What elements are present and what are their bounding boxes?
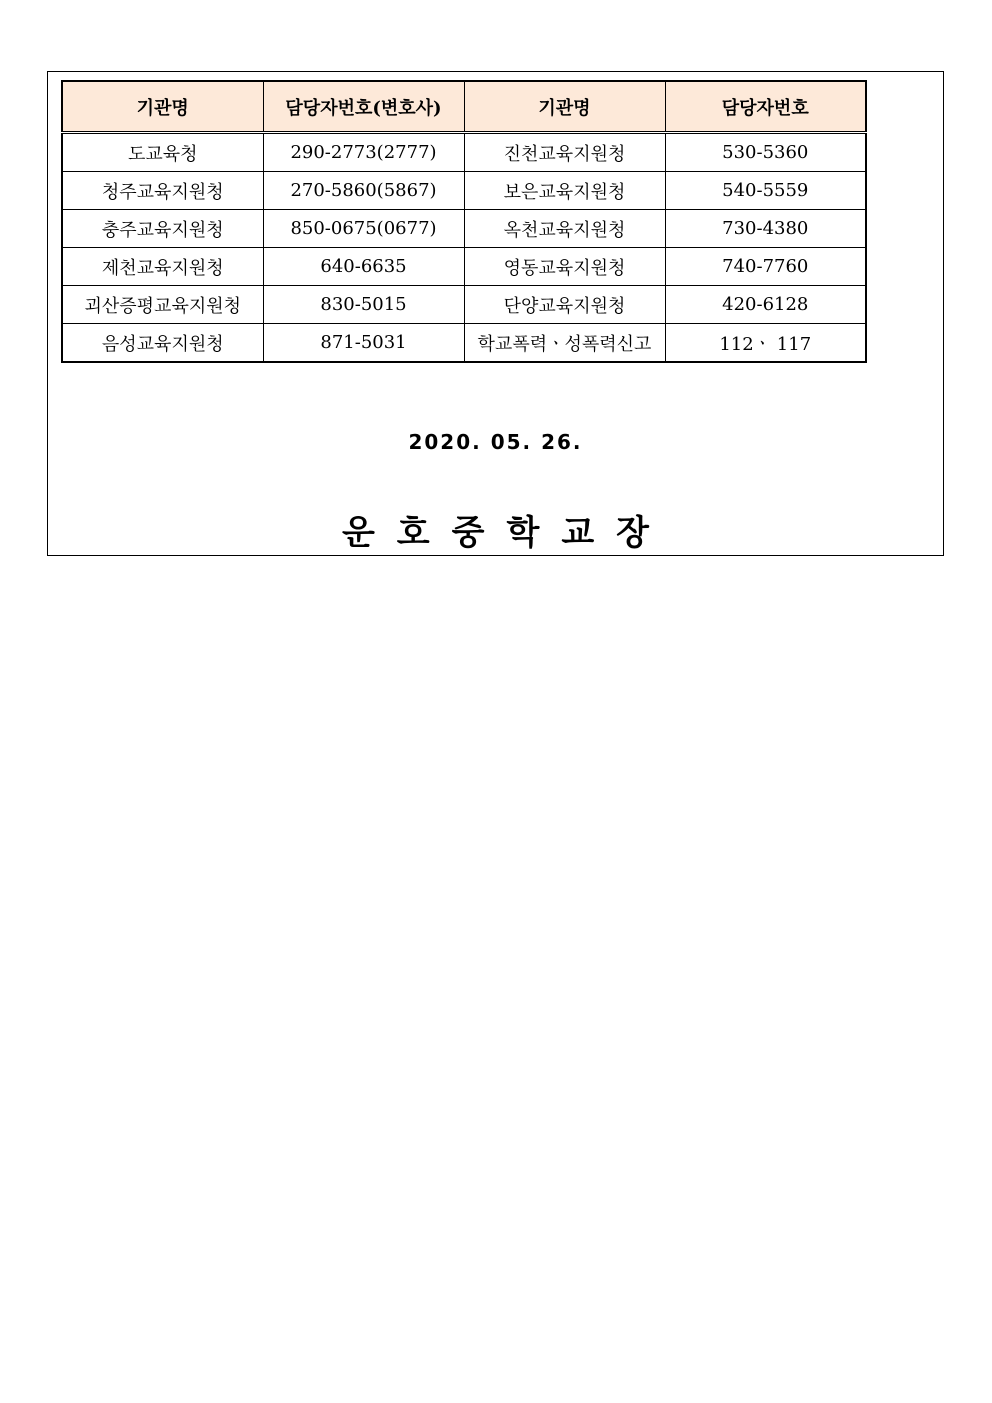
table-cell: 112ㆍ 117	[665, 324, 866, 363]
contact-table	[61, 80, 867, 363]
table-row	[62, 248, 866, 286]
table-cell: 청주교육지원청	[62, 172, 263, 210]
table-row	[62, 210, 866, 248]
principal-signature: 운호중학교장	[341, 513, 672, 553]
table-cell: 290-2773(2777)	[263, 133, 464, 172]
table-cell: 850-0675(0677)	[263, 210, 464, 248]
table-cell: 제천교육지원청	[62, 248, 263, 286]
table-cell: 괴산증평교육지원청	[62, 286, 263, 324]
table-cell: 420-6128	[665, 286, 866, 324]
table-cell: 단양교육지원청	[464, 286, 665, 324]
table-cell: 540-5559	[665, 172, 866, 210]
table-cell: 830-5015	[263, 286, 464, 324]
table-row	[62, 286, 866, 324]
table-cell: 270-5860(5867)	[263, 172, 464, 210]
header-contact-lawyer: 담당자번호(변호사)	[263, 81, 464, 133]
table-cell: 진천교육지원청	[464, 133, 665, 172]
document-date: 2020. 05. 26.	[408, 430, 583, 454]
table-cell: 740-7760	[665, 248, 866, 286]
table-cell: 640-6635	[263, 248, 464, 286]
table-cell: 보은교육지원청	[464, 172, 665, 210]
table-cell: 충주교육지원청	[62, 210, 263, 248]
table-header-row	[62, 81, 866, 133]
table-cell: 학교폭력ㆍ성폭력신고	[464, 324, 665, 363]
table-cell: 영동교육지원청	[464, 248, 665, 286]
table-cell: 730-4380	[665, 210, 866, 248]
table-cell: 871-5031	[263, 324, 464, 363]
header-contact: 담당자번호	[665, 81, 866, 133]
table-cell: 도교육청	[62, 133, 263, 172]
table-cell: 옥천교육지원청	[464, 210, 665, 248]
header-agency-2: 기관명	[464, 81, 665, 133]
table-cell: 530-5360	[665, 133, 866, 172]
header-agency-1: 기관명	[62, 81, 263, 133]
table-row	[62, 133, 866, 172]
table-row	[62, 324, 866, 363]
table-cell: 음성교육지원청	[62, 324, 263, 363]
table-row	[62, 172, 866, 210]
document-frame	[47, 71, 944, 556]
